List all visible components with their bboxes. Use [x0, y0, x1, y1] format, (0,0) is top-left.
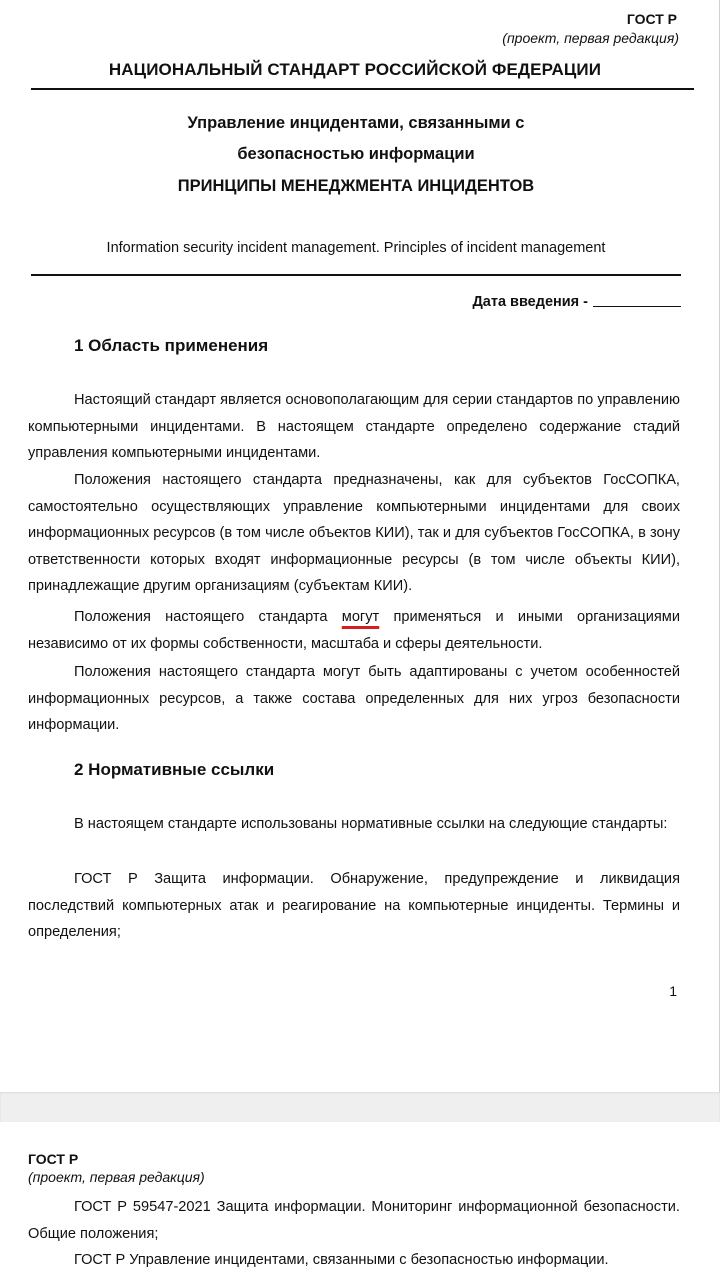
header-gost-label: ГОСТ Р [626, 11, 677, 27]
document-title-line-3: ПРИНЦИПЫ МЕНЕДЖМЕНТА ИНЦИДЕНТОВ [177, 177, 535, 195]
title-divider-bottom [31, 274, 681, 276]
document-title-line-2: безопасностью информации [237, 145, 475, 163]
date-introduction-label: Дата введения - [472, 294, 588, 310]
page-separator [0, 1092, 720, 1122]
section-2-heading: 2 Нормативные ссылки [74, 760, 275, 779]
paragraph-3-start: Положения настоящего стандарта [74, 609, 342, 625]
section-1-paragraph-2: Положения настоящего стандарта предназначены, как для субъектов ГосСОПКА, самостоятельно осуществляющих управление компьютерными инцидентами для своих информационных ресурсов (в том числе объектов КИИ), так и для субъектов ГосСОПКА, в зону ответственности которых входят информационные ресурсы (в том числе объекты КИИ), принадлежащие другим организациям (субъектам КИИ). [28, 472, 680, 594]
page-number: 1 [669, 983, 677, 999]
page-2-paragraph-2: ГОСТ Р Управление инцидентами, связанными с безопасностью информации. [74, 1252, 609, 1268]
paragraph-3-end: применяться и иными организациями независимо от их формы собственности, масштаба и сферы деятельности. [28, 609, 680, 652]
page-2-header-gost-label: ГОСТ Р [28, 1151, 79, 1167]
section-1-paragraph-4: Положения настоящего стандарта могут быть адаптированы с учетом особенностей информационных ресурсов, а также состава определенных для них угроз безопасности информации. [28, 664, 680, 733]
document-title-line-1: Управление инцидентами, связанными с [187, 114, 525, 132]
section-1-heading: 1 Область применения [74, 336, 269, 355]
section-1-paragraph-1: Настоящий стандарт является основополагающим для серии стандартов по управлению компьютерными инцидентами. В настоящем стандарте определено содержание стадий управления компьютерными инцидентами. [28, 392, 680, 461]
date-introduction [472, 292, 681, 310]
page-2-paragraph-1: ГОСТ Р 59547-2021 Защита информации. Мониторинг информационной безопасности. Общие положения; [28, 1199, 680, 1242]
national-standard-title: НАЦИОНАЛЬНЫЙ СТАНДАРТ РОССИЙСКОЙ ФЕДЕРАЦИИ [108, 60, 602, 79]
page-2-header-edition-label: (проект, первая редакция) [28, 1169, 205, 1185]
section-2-paragraph-2: ГОСТ Р Защита информации. Обнаружение, предупреждение и ликвидация последствий компьютерных атак и реагирование на компьютерные инциденты. Термины и определения; [28, 871, 680, 940]
date-introduction-blank [593, 292, 681, 307]
section-2-paragraph-1: В настоящем стандарте использованы нормативные ссылки на следующие стандарты: [74, 816, 668, 832]
section-1-paragraph-3 [28, 604, 680, 657]
title-divider-top [31, 88, 694, 90]
english-title: Information security incident management. Principles of incident management [106, 240, 606, 256]
header-edition-label: (проект, первая редакция) [502, 30, 679, 46]
spellcheck-underlined-word[interactable]: могут [341, 609, 380, 625]
